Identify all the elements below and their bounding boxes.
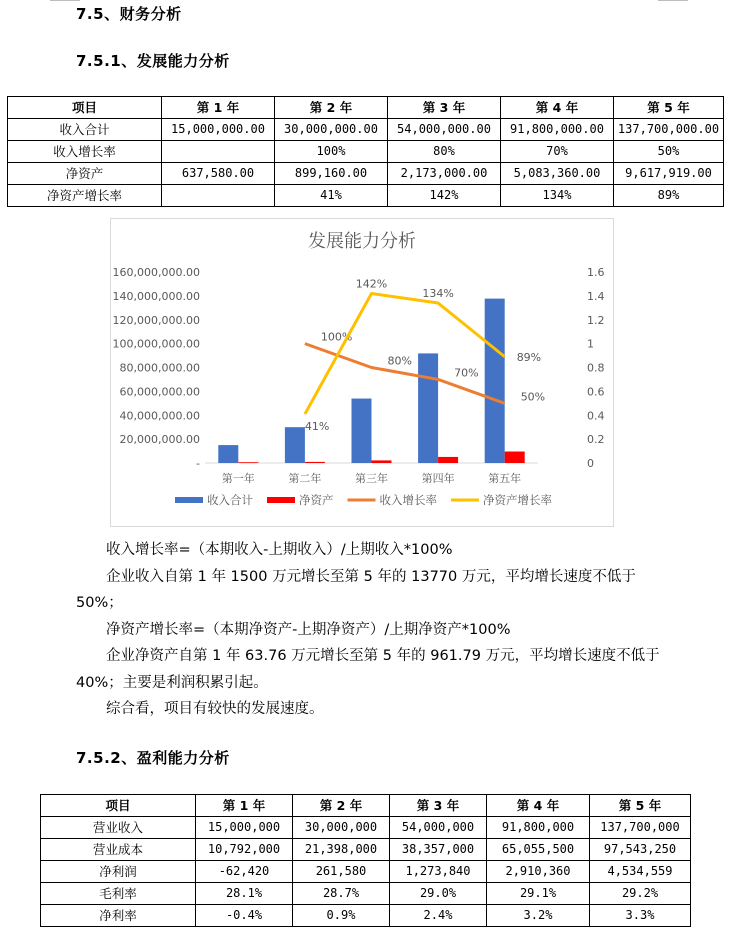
table-cell: 15,000,000 xyxy=(196,817,293,839)
x-category-label: 第四年 xyxy=(421,472,455,485)
y-right-tick-label: 0.2 xyxy=(587,433,605,447)
data-label: 100% xyxy=(320,330,353,344)
table-cell: 100% xyxy=(275,141,388,163)
bar-net-assets xyxy=(505,452,525,463)
bar-revenue xyxy=(352,399,372,463)
table-cell: 91,800,000.00 xyxy=(501,119,614,141)
y-left-tick-label: 160,000,000.00 xyxy=(112,266,200,279)
y-left-tick-label: 40,000,000.00 xyxy=(119,409,200,423)
x-category-label: 第五年 xyxy=(488,472,522,485)
y-right-tick-label: 1.6 xyxy=(587,266,605,279)
table-cell: 2,173,000.00 xyxy=(388,163,501,185)
row-label: 营业收入 xyxy=(41,817,196,839)
table-cell: 97,543,250 xyxy=(590,839,691,861)
table-cell: 142% xyxy=(388,185,501,207)
x-category-label: 第三年 xyxy=(355,472,388,485)
table-cell: 1,273,840 xyxy=(390,861,487,883)
table-cell: 30,000,000 xyxy=(293,817,390,839)
legend-label: 净资产增长率 xyxy=(483,493,552,507)
y-left-tick-label: - xyxy=(196,457,200,470)
table-cell: 28.7% xyxy=(293,883,390,905)
table-header-cell: 第 1 年 xyxy=(196,795,293,817)
legend-label: 净资产 xyxy=(299,493,334,507)
bar-revenue xyxy=(485,299,505,463)
y-right-tick-label: 0.4 xyxy=(587,409,605,423)
table-cell: 3.3% xyxy=(590,905,691,927)
development-chart xyxy=(110,218,614,527)
table-header-row xyxy=(8,97,724,119)
table-cell: -62,420 xyxy=(196,861,293,883)
table-cell: 28.1% xyxy=(196,883,293,905)
table-cell: 65,055,500 xyxy=(487,839,590,861)
bar-revenue xyxy=(418,353,438,463)
data-label: 70% xyxy=(454,366,479,380)
table-cell: 899,160.00 xyxy=(275,163,388,185)
x-category-label: 第一年 xyxy=(221,472,255,485)
row-label: 净资产 xyxy=(8,163,162,185)
legend-label: 收入增长率 xyxy=(379,493,437,507)
table-cell: 261,580 xyxy=(293,861,390,883)
y-left-tick-label: 140,000,000.00 xyxy=(112,289,200,303)
y-left-tick-label: 60,000,000.00 xyxy=(119,385,200,399)
table-row xyxy=(8,163,724,185)
data-label: 80% xyxy=(387,354,412,368)
paragraph: 综合看，项目有较快的发展速度。 xyxy=(106,701,324,717)
y-right-tick-label: 0.6 xyxy=(587,385,605,399)
y-right-tick-label: 1 xyxy=(587,337,594,351)
table-row xyxy=(41,839,691,861)
table-cell: 38,357,000 xyxy=(390,839,487,861)
row-label: 营业成本 xyxy=(41,839,196,861)
table-header-cell: 第 4 年 xyxy=(501,97,614,119)
legend-label: 收入合计 xyxy=(207,493,253,507)
table-header-cell: 第 2 年 xyxy=(293,795,390,817)
x-category-label: 第二年 xyxy=(288,472,322,485)
analysis-text xyxy=(76,537,666,723)
page-top-rule-left xyxy=(50,0,80,1)
paragraph: 净资产增长率=（本期净资产-上期净资产）/上期净资产*100% xyxy=(106,621,511,638)
chart-title: 发展能力分析 xyxy=(308,231,416,252)
table-header-cell: 第 5 年 xyxy=(590,795,691,817)
table-header-cell: 第 3 年 xyxy=(390,795,487,817)
table-cell: 0.9% xyxy=(293,905,390,927)
table-cell: 30,000,000.00 xyxy=(275,119,388,141)
table-cell: 637,580.00 xyxy=(162,163,275,185)
legend-swatch xyxy=(175,497,203,503)
table-row xyxy=(8,185,724,207)
table-cell: 89% xyxy=(614,185,724,207)
row-label: 收入增长率 xyxy=(8,141,162,163)
table-cell: 41% xyxy=(275,185,388,207)
table-cell: 54,000,000.00 xyxy=(388,119,501,141)
table-cell: 137,700,000.00 xyxy=(614,119,724,141)
data-label: 89% xyxy=(516,350,542,364)
table-cell: 54,000,000 xyxy=(390,817,487,839)
table-cell xyxy=(162,141,275,163)
table-header-cell: 第 2 年 xyxy=(275,97,388,119)
table-cell: 2,910,360 xyxy=(487,861,590,883)
section-title: 7.5、财务分析 xyxy=(76,5,182,23)
table-cell: 50% xyxy=(614,141,724,163)
y-right-tick-label: 1.4 xyxy=(587,289,605,303)
legend-swatch xyxy=(267,497,295,503)
table-cell: 137,700,000 xyxy=(590,817,691,839)
y-right-tick-label: 0.8 xyxy=(587,361,605,375)
subsection-title-development: 7.5.1、发展能力分析 xyxy=(76,52,230,70)
bar-net-assets xyxy=(238,462,258,463)
table-row xyxy=(41,861,691,883)
chart-svg xyxy=(111,219,613,526)
y-left-tick-label: 100,000,000.00 xyxy=(112,337,200,351)
table-cell: 91,800,000 xyxy=(487,817,590,839)
data-label: 142% xyxy=(355,277,388,291)
table-cell: 10,792,000 xyxy=(196,839,293,861)
data-label: 134% xyxy=(422,287,454,301)
subsection-title-profitability: 7.5.2、盈利能力分析 xyxy=(76,749,230,767)
table-header-cell: 第 1 年 xyxy=(162,97,275,119)
table-cell: 80% xyxy=(388,141,501,163)
bar-revenue xyxy=(285,427,305,463)
table-row xyxy=(41,905,691,927)
table-cell: 15,000,000.00 xyxy=(162,119,275,141)
table-cell: 70% xyxy=(501,141,614,163)
page-top-rule-right xyxy=(658,0,688,1)
table-row xyxy=(8,119,724,141)
table-row xyxy=(41,817,691,839)
y-left-tick-label: 80,000,000.00 xyxy=(119,361,200,375)
table-cell: 29.1% xyxy=(487,883,590,905)
bar-net-assets xyxy=(305,462,325,463)
table-cell: 3.2% xyxy=(487,905,590,927)
table-cell: 5,083,360.00 xyxy=(501,163,614,185)
paragraph: 企业收入自第 1 年 1500 万元增长至第 5 年的 13770 万元，平均增长速度不低于 50%； xyxy=(76,568,636,611)
table-cell: 2.4% xyxy=(390,905,487,927)
table-cell: -0.4% xyxy=(196,905,293,927)
table-cell: 9,617,919.00 xyxy=(614,163,724,185)
table-header-cell: 第 5 年 xyxy=(614,97,724,119)
bar-net-assets xyxy=(438,457,458,463)
table-header-cell: 项目 xyxy=(41,795,196,817)
table-cell: 4,534,559 xyxy=(590,861,691,883)
table-cell: 29.0% xyxy=(390,883,487,905)
y-left-tick-label: 120,000,000.00 xyxy=(112,313,200,327)
paragraph: 企业净资产自第 1 年 63.76 万元增长至第 5 年的 961.79 万元，平均增长速度不低于 40%；主要是利润积累引起。 xyxy=(76,648,660,691)
bar-revenue xyxy=(218,445,238,463)
table-header-row xyxy=(41,795,691,817)
table-header-cell: 项目 xyxy=(8,97,162,119)
row-label: 净资产增长率 xyxy=(8,185,162,207)
y-right-tick-label: 1.2 xyxy=(587,313,605,327)
table-cell xyxy=(162,185,275,207)
table-row xyxy=(41,883,691,905)
development-table xyxy=(7,96,724,207)
table-header-cell: 第 3 年 xyxy=(388,97,501,119)
paragraph: 收入增长率=（本期收入-上期收入）/上期收入*100% xyxy=(106,542,453,558)
row-label: 净利率 xyxy=(41,905,196,927)
y-right-tick-label: 0 xyxy=(587,457,594,470)
row-label: 净利润 xyxy=(41,861,196,883)
table-header-cell: 第 4 年 xyxy=(487,795,590,817)
table-cell: 29.2% xyxy=(590,883,691,905)
data-label: 50% xyxy=(520,390,546,404)
row-label: 收入合计 xyxy=(8,119,162,141)
table-cell: 21,398,000 xyxy=(293,839,390,861)
row-label: 毛利率 xyxy=(41,883,196,905)
y-left-tick-label: 20,000,000.00 xyxy=(119,433,200,447)
profitability-table xyxy=(40,794,691,927)
data-label: 41% xyxy=(304,420,330,434)
table-cell: 134% xyxy=(501,185,614,207)
bar-net-assets xyxy=(372,460,392,463)
table-row xyxy=(8,141,724,163)
